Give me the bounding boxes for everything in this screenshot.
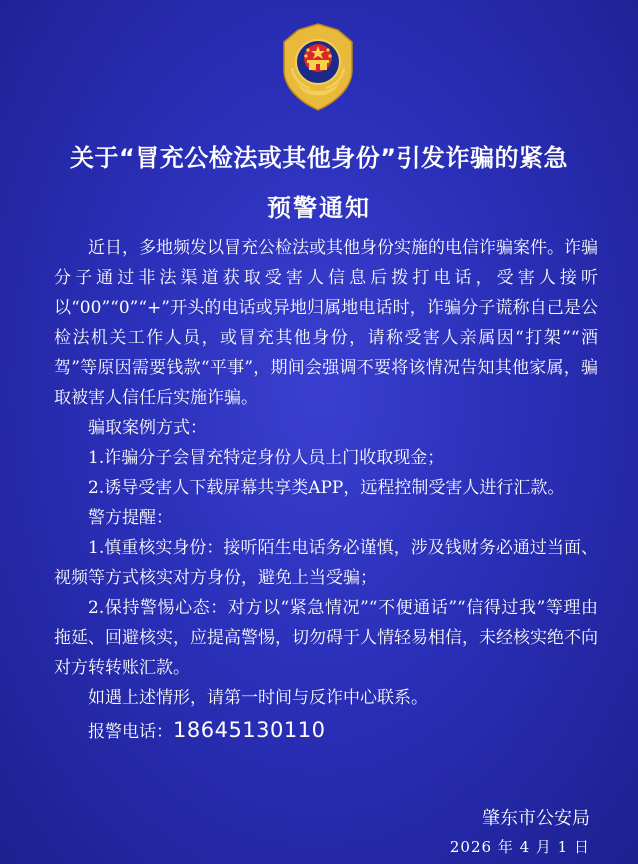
- case-item-1: 1.诈骗分子会冒充特定身份人员上门收取现金；: [88, 448, 445, 468]
- phone-number: 18645130110: [173, 718, 326, 742]
- phone-line: [54, 713, 598, 747]
- cases-heading: 骗取案例方式：: [88, 418, 207, 438]
- notice-subtitle: 预警通知: [267, 194, 371, 222]
- case-item-2: 2.诱导受害人下载屏幕共享类APP，远程控制受害人进行汇款。: [88, 478, 565, 498]
- alerts-heading: 警方提醒：: [88, 508, 173, 528]
- alert-item-1: 1.慎重核实身份：接听陌生电话务必谨慎，涉及钱财务必通过当面、视频等方式核实对方身份，避免上当受骗；: [54, 538, 598, 588]
- contact-line: 如遇上述情形，请第一时间与反诈中心联系。: [88, 688, 428, 708]
- phone-label: 报警电话：: [88, 722, 173, 742]
- intro-paragraph: 近日，多地频发以冒充公检法或其他身份实施的电信诈骗案件。诈骗分子通过非法渠道获取受害人信息后拨打电话，受害人接听以“00”“0”“+”开头的电话或异地归属地电话时，诈骗分子谎称自己是公检法机关工作人员，或冒充其他身份，请称受害人亲属因“打架”“酒驾”等原因需要钱款“平事”，期间会强调不要将该情况告知其他家属，骗取被害人信任后实施诈骗。: [54, 238, 598, 408]
- notice-body: [54, 233, 598, 747]
- signature-org: 肇东市公安局: [482, 808, 590, 829]
- alert-item-2: 2.保持警惕心态：对方以“紧急情况”“不便通话”“信得过我”等理由拖延、回避核实，应提高警惕，切勿碍于人情轻易相信，未经核实绝不向对方转转账汇款。: [54, 598, 598, 678]
- notice-title: 关于“冒充公检法或其他身份”引发诈骗的紧急: [69, 144, 569, 172]
- signature-date: 2026 年 4 月 1 日: [449, 838, 590, 856]
- police-badge-icon: [278, 22, 358, 112]
